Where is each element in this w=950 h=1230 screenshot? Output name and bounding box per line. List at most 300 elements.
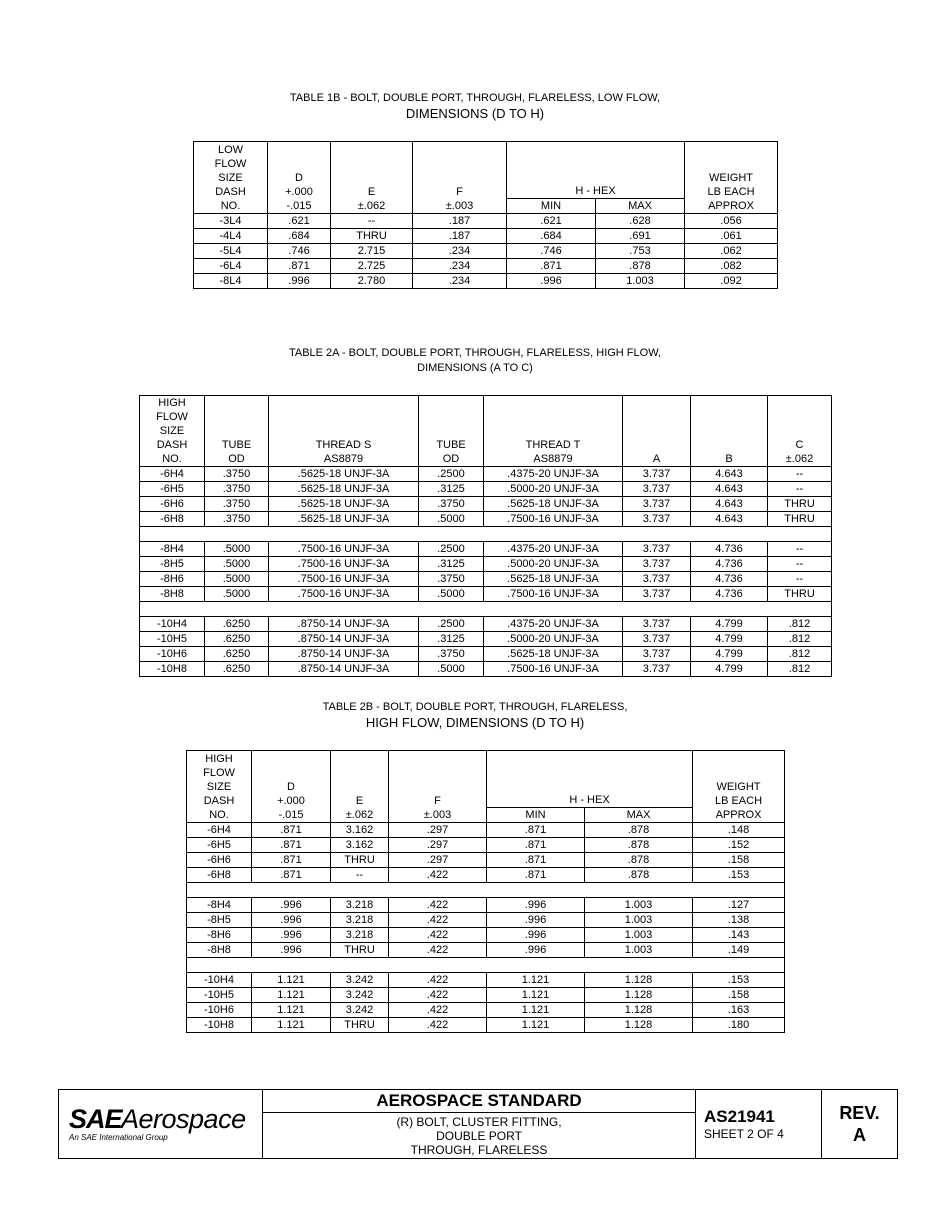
table-row (140, 647, 832, 662)
table-cell: 4.736 (691, 572, 768, 587)
header-h-hex: H - HEX (507, 142, 685, 199)
table-2b-caption-line2: HIGH FLOW, DIMENSIONS (D TO H) (365, 715, 585, 730)
revision-value: A (853, 1125, 866, 1145)
table-cell: -5L4 (194, 244, 268, 259)
header-line: C (795, 439, 804, 451)
table-2a-caption (0, 346, 950, 376)
table-cell: .871 (252, 868, 331, 883)
table-row (187, 823, 785, 838)
header-line: ±.003 (423, 809, 452, 821)
table-cell: .878 (585, 823, 693, 838)
table-cell: .3750 (205, 512, 269, 527)
header-line: THREAD T (525, 439, 581, 451)
header-line: E (367, 186, 376, 198)
table-cell: 3.218 (331, 913, 389, 928)
table-cell: THRU (331, 229, 413, 244)
table-cell: .4375-20 UNJF-3A (484, 542, 623, 557)
table-row (194, 229, 778, 244)
table-row (140, 542, 832, 557)
table-cell: .180 (693, 1018, 785, 1033)
header-dash-no (194, 142, 268, 214)
table-cell: .3750 (205, 482, 269, 497)
table-cell: .3750 (205, 497, 269, 512)
table-cell: .5625-18 UNJF-3A (269, 482, 419, 497)
table-cell: -6H4 (140, 467, 205, 482)
table-cell: .871 (507, 259, 596, 274)
table-cell: .5625-18 UNJF-3A (269, 467, 419, 482)
logo-sae-text: SAE (69, 1104, 122, 1134)
logo-aerospace-text: Aerospace (121, 1104, 246, 1134)
header-line: OD (442, 453, 460, 465)
table-cell: .8750-14 UNJF-3A (269, 632, 419, 647)
table-cell: -8H8 (140, 587, 205, 602)
standard-title: AEROSPACE STANDARD (263, 1090, 696, 1113)
table-cell: .5625-18 UNJF-3A (484, 497, 623, 512)
header-line: ±.062 (785, 453, 814, 465)
header-tube-od (205, 396, 269, 467)
header-line: A (652, 453, 661, 465)
table-cell: .871 (487, 853, 585, 868)
header-line: E (355, 795, 364, 807)
header-line: DASH (156, 439, 188, 451)
header-line: APPROX (708, 200, 754, 212)
table-row (140, 617, 832, 632)
table-cell: .5000-20 UNJF-3A (484, 632, 623, 647)
table-cell: .812 (768, 662, 832, 677)
description-line: THROUGH, FLARELESS (410, 1142, 548, 1157)
table-cell: 4.799 (691, 617, 768, 632)
header-line: WEIGHT (709, 172, 753, 184)
table-cell: 1.003 (596, 274, 685, 289)
table-cell: .5625-18 UNJF-3A (484, 647, 623, 662)
table-cell: .5000 (205, 557, 269, 572)
table-cell: .691 (596, 229, 685, 244)
separator-cell (140, 602, 832, 617)
table-cell: .746 (507, 244, 596, 259)
table-2a-caption-line2: DIMENSIONS (A TO C) (417, 362, 533, 374)
table-cell: THRU (331, 853, 389, 868)
table-cell: THRU (768, 497, 832, 512)
table-cell: 1.121 (487, 1018, 585, 1033)
header-weight (693, 751, 785, 823)
group-separator (187, 883, 785, 898)
header-e (331, 142, 413, 214)
table-cell: .7500-16 UNJF-3A (484, 512, 623, 527)
table-cell: .127 (693, 898, 785, 913)
table-cell: 3.737 (623, 632, 691, 647)
table-row (187, 868, 785, 883)
table-cell: THRU (331, 943, 389, 958)
table-cell: -3L4 (194, 214, 268, 229)
header-line: AS8879 (533, 453, 573, 465)
table-cell: .878 (585, 868, 693, 883)
separator-cell (140, 527, 832, 542)
table-cell: -10H8 (140, 662, 205, 677)
header-max: MAX (585, 808, 693, 823)
table-cell: 3.242 (331, 973, 389, 988)
table-cell: -- (768, 467, 832, 482)
header-thread-t (484, 396, 623, 467)
table-cell: .5625-18 UNJF-3A (269, 512, 419, 527)
table-cell: .746 (268, 244, 331, 259)
table-cell: -6H4 (187, 823, 252, 838)
table-cell: .871 (268, 259, 331, 274)
table-row (187, 943, 785, 958)
table-row (140, 587, 832, 602)
table-cell: .996 (487, 913, 585, 928)
table-row (187, 853, 785, 868)
revision-cell (822, 1090, 898, 1159)
table-cell: .422 (389, 928, 487, 943)
table-cell: .153 (693, 973, 785, 988)
table-cell: .996 (487, 928, 585, 943)
table-cell: .878 (585, 838, 693, 853)
table-row (140, 662, 832, 677)
table-cell: .061 (685, 229, 778, 244)
table-row (187, 973, 785, 988)
table-row (187, 1003, 785, 1018)
table-cell: 3.218 (331, 928, 389, 943)
table-cell: .6250 (205, 617, 269, 632)
table-cell: 1.121 (252, 973, 331, 988)
header-a (623, 396, 691, 467)
table-cell: -8H4 (187, 898, 252, 913)
table-row (194, 274, 778, 289)
table-cell: .996 (487, 943, 585, 958)
table-cell: .234 (413, 244, 507, 259)
table-cell: .2500 (419, 467, 484, 482)
table-cell: 3.737 (623, 647, 691, 662)
table-cell: -10H6 (140, 647, 205, 662)
table-cell: .056 (685, 214, 778, 229)
table-cell: .297 (389, 823, 487, 838)
table-cell: 1.128 (585, 973, 693, 988)
table-cell: 3.737 (623, 512, 691, 527)
table-cell: .6250 (205, 662, 269, 677)
table-cell: .5000 (205, 572, 269, 587)
table-cell: .753 (596, 244, 685, 259)
table-cell: .082 (685, 259, 778, 274)
table-cell: .5625-18 UNJF-3A (484, 572, 623, 587)
table-cell: 1.121 (487, 1003, 585, 1018)
table-cell: .148 (693, 823, 785, 838)
table-cell: 3.162 (331, 823, 389, 838)
header-line: TUBE (221, 439, 252, 451)
table-row (187, 1018, 785, 1033)
header-line: FLOW (156, 411, 188, 423)
table-1b (193, 141, 778, 289)
table-1b-caption (0, 91, 950, 121)
table-cell: .062 (685, 244, 778, 259)
table-cell: .684 (268, 229, 331, 244)
header-line: DASH (215, 186, 246, 198)
header-line: F (434, 795, 441, 807)
header-d (252, 751, 331, 823)
table-cell: 3.737 (623, 617, 691, 632)
header-weight (685, 142, 778, 214)
table-cell: .871 (487, 838, 585, 853)
table-cell: .3750 (419, 572, 484, 587)
table-cell: 4.643 (691, 497, 768, 512)
table-row (140, 482, 832, 497)
table-cell: -8H5 (187, 913, 252, 928)
table-cell: .8750-14 UNJF-3A (269, 617, 419, 632)
table-row (140, 572, 832, 587)
header-line: ±.062 (357, 200, 386, 212)
table-cell: .812 (768, 617, 832, 632)
table-cell: -8H8 (187, 943, 252, 958)
header-line: ±.003 (445, 200, 474, 212)
table-cell: 2.715 (331, 244, 413, 259)
table-cell: -8H6 (140, 572, 205, 587)
header-e (331, 751, 389, 823)
table-cell: .871 (487, 868, 585, 883)
table-row (187, 913, 785, 928)
header-line: ±.062 (345, 809, 374, 821)
table-cell: 4.643 (691, 482, 768, 497)
table-cell: .3750 (419, 647, 484, 662)
header-row (140, 396, 832, 467)
table-cell: .422 (389, 898, 487, 913)
table-cell: .422 (389, 988, 487, 1003)
table-cell: 3.242 (331, 988, 389, 1003)
table-cell: -10H6 (187, 1003, 252, 1018)
header-line: APPROX (715, 809, 762, 821)
table-cell: -6H6 (187, 853, 252, 868)
table-1b-caption-line1: TABLE 1B - BOLT, DOUBLE PORT, THROUGH, FLARELESS, LOW FLOW, (289, 92, 661, 104)
header-line: -.015 (286, 200, 312, 212)
table-cell: 1.128 (585, 1018, 693, 1033)
table-cell: 1.121 (252, 988, 331, 1003)
header-line: NO. (162, 453, 182, 465)
table-row (187, 838, 785, 853)
table-cell: .996 (252, 943, 331, 958)
table-cell: 3.737 (623, 542, 691, 557)
description-line: DOUBLE PORT (436, 1128, 522, 1143)
table-cell: .163 (693, 1003, 785, 1018)
table-cell: .5000 (205, 587, 269, 602)
table-cell: .3125 (419, 482, 484, 497)
header-d (268, 142, 331, 214)
table-cell: .422 (389, 913, 487, 928)
table-cell: .8750-14 UNJF-3A (269, 662, 419, 677)
table-cell: -4L4 (194, 229, 268, 244)
table-cell: 4.643 (691, 467, 768, 482)
document-description (263, 1113, 696, 1159)
table-cell: -6H8 (187, 868, 252, 883)
table-cell: .996 (252, 898, 331, 913)
table-cell: .6250 (205, 647, 269, 662)
header-line: F (456, 186, 463, 198)
table-cell: .996 (507, 274, 596, 289)
table-cell: -6H6 (140, 497, 205, 512)
table-cell: 4.736 (691, 542, 768, 557)
table-cell: -10H8 (187, 1018, 252, 1033)
table-cell: -10H5 (140, 632, 205, 647)
header-line: B (725, 453, 733, 465)
table-cell: 3.737 (623, 482, 691, 497)
table-cell: -8H5 (140, 557, 205, 572)
table-cell: 1.128 (585, 1003, 693, 1018)
table-row (187, 898, 785, 913)
group-separator (187, 958, 785, 973)
table-cell: .6250 (205, 632, 269, 647)
table-cell: .996 (252, 913, 331, 928)
table-cell: .871 (252, 823, 331, 838)
table-cell: .234 (413, 274, 507, 289)
table-cell: .152 (693, 838, 785, 853)
table-cell: 4.736 (691, 587, 768, 602)
table-cell: -6H8 (140, 512, 205, 527)
table-cell: .3750 (205, 467, 269, 482)
table-cell: -10H4 (140, 617, 205, 632)
header-b (691, 396, 768, 467)
header-line: +.000 (285, 186, 313, 198)
table-cell: -- (768, 572, 832, 587)
header-line: D (287, 781, 295, 793)
table-cell: 4.799 (691, 647, 768, 662)
table-cell: .996 (252, 928, 331, 943)
table-cell: .5625-18 UNJF-3A (269, 497, 419, 512)
table-cell: .878 (596, 259, 685, 274)
header-line: SIZE (159, 425, 185, 437)
table-cell: .422 (389, 1018, 487, 1033)
header-line: NO. (209, 809, 229, 821)
table-cell: 1.121 (487, 988, 585, 1003)
table-cell: 3.737 (623, 662, 691, 677)
table-cell: .5000-20 UNJF-3A (484, 482, 623, 497)
document-number-cell (696, 1090, 822, 1159)
table-cell: -6L4 (194, 259, 268, 274)
table-row (194, 244, 778, 259)
table-2b-caption-line1: TABLE 2B - BOLT, DOUBLE PORT, THROUGH, FLARELESS, (322, 701, 628, 713)
table-cell: .187 (413, 214, 507, 229)
table-cell: .812 (768, 632, 832, 647)
table-cell: .187 (413, 229, 507, 244)
table-cell: .4375-20 UNJF-3A (484, 617, 623, 632)
header-f (413, 142, 507, 214)
logo-subtitle: An SAE International Group (69, 1133, 168, 1142)
table-cell: .7500-16 UNJF-3A (484, 587, 623, 602)
table-cell: .2500 (419, 542, 484, 557)
table-cell: -- (768, 482, 832, 497)
table-cell: .158 (693, 853, 785, 868)
table-cell: .5000 (419, 662, 484, 677)
table-cell: 1.128 (585, 988, 693, 1003)
table-2a-caption-line1: TABLE 2A - BOLT, DOUBLE PORT, THROUGH, FLARELESS, HIGH FLOW, (288, 347, 662, 359)
table-cell: .143 (693, 928, 785, 943)
table-cell: .684 (507, 229, 596, 244)
separator-cell (187, 883, 785, 898)
table-cell: -- (768, 542, 832, 557)
header-line: LB EACH (707, 186, 755, 198)
table-cell: .871 (487, 823, 585, 838)
sheet-number: SHEET 2 OF 4 (704, 1127, 784, 1141)
header-min: MIN (507, 199, 596, 214)
header-line: SIZE (206, 781, 232, 793)
sae-aerospace-logo (59, 1090, 263, 1159)
table-cell: 4.736 (691, 557, 768, 572)
table-cell: .8750-14 UNJF-3A (269, 647, 419, 662)
table-row (140, 632, 832, 647)
header-f (389, 751, 487, 823)
table-cell: .3125 (419, 557, 484, 572)
header-row (187, 751, 785, 808)
table-cell: -8L4 (194, 274, 268, 289)
table-cell: .138 (693, 913, 785, 928)
header-line: OD (228, 453, 245, 465)
header-line: HIGH (205, 753, 233, 765)
table-cell: .996 (487, 898, 585, 913)
header-line: FLOW (203, 767, 235, 779)
table-cell: 3.737 (623, 557, 691, 572)
table-cell: .297 (389, 853, 487, 868)
header-line: LOW (217, 144, 244, 156)
table-2b (186, 750, 785, 1033)
table-cell: .149 (693, 943, 785, 958)
table-row (187, 988, 785, 1003)
table-cell: .2500 (419, 617, 484, 632)
table-2a (139, 395, 832, 677)
table-cell: .878 (585, 853, 693, 868)
table-cell: .422 (389, 973, 487, 988)
table-cell: -10H5 (187, 988, 252, 1003)
title-block (58, 1089, 898, 1159)
table-cell: .7500-16 UNJF-3A (269, 542, 419, 557)
table-cell: -6H5 (187, 838, 252, 853)
table-cell: .812 (768, 647, 832, 662)
table-cell: 3.242 (331, 1003, 389, 1018)
header-line: WEIGHT (716, 781, 761, 793)
table-cell: 4.799 (691, 662, 768, 677)
table-row (187, 928, 785, 943)
table-cell: .5000-20 UNJF-3A (484, 557, 623, 572)
table-cell: .7500-16 UNJF-3A (484, 662, 623, 677)
table-cell: 3.737 (623, 572, 691, 587)
table-cell: .092 (685, 274, 778, 289)
table-cell: .158 (693, 988, 785, 1003)
table-cell: 1.121 (487, 973, 585, 988)
table-1b-caption-line2: DIMENSIONS (D TO H) (405, 106, 545, 121)
header-max: MAX (596, 199, 685, 214)
table-cell: 1.003 (585, 928, 693, 943)
table-row (140, 467, 832, 482)
header-c (768, 396, 832, 467)
table-cell: .621 (507, 214, 596, 229)
table-cell: THRU (331, 1018, 389, 1033)
table-cell: 3.737 (623, 587, 691, 602)
table-cell: -8H4 (140, 542, 205, 557)
document-number: AS21941 (704, 1107, 775, 1126)
table-cell: .297 (389, 838, 487, 853)
group-separator (140, 527, 832, 542)
header-thread-s (269, 396, 419, 467)
table-cell: .3125 (419, 632, 484, 647)
table-cell: .422 (389, 943, 487, 958)
table-cell: 1.003 (585, 913, 693, 928)
table-2b-caption (0, 700, 950, 730)
table-cell: 1.003 (585, 898, 693, 913)
table-cell: .628 (596, 214, 685, 229)
table-cell: 2.780 (331, 274, 413, 289)
header-line: AS8879 (323, 453, 364, 465)
table-cell: .621 (268, 214, 331, 229)
table-cell: -6H5 (140, 482, 205, 497)
table-cell: -8H6 (187, 928, 252, 943)
description-line: (R) BOLT, CLUSTER FITTING, (396, 1114, 562, 1129)
table-cell: 4.643 (691, 512, 768, 527)
header-line: NO. (220, 200, 241, 212)
